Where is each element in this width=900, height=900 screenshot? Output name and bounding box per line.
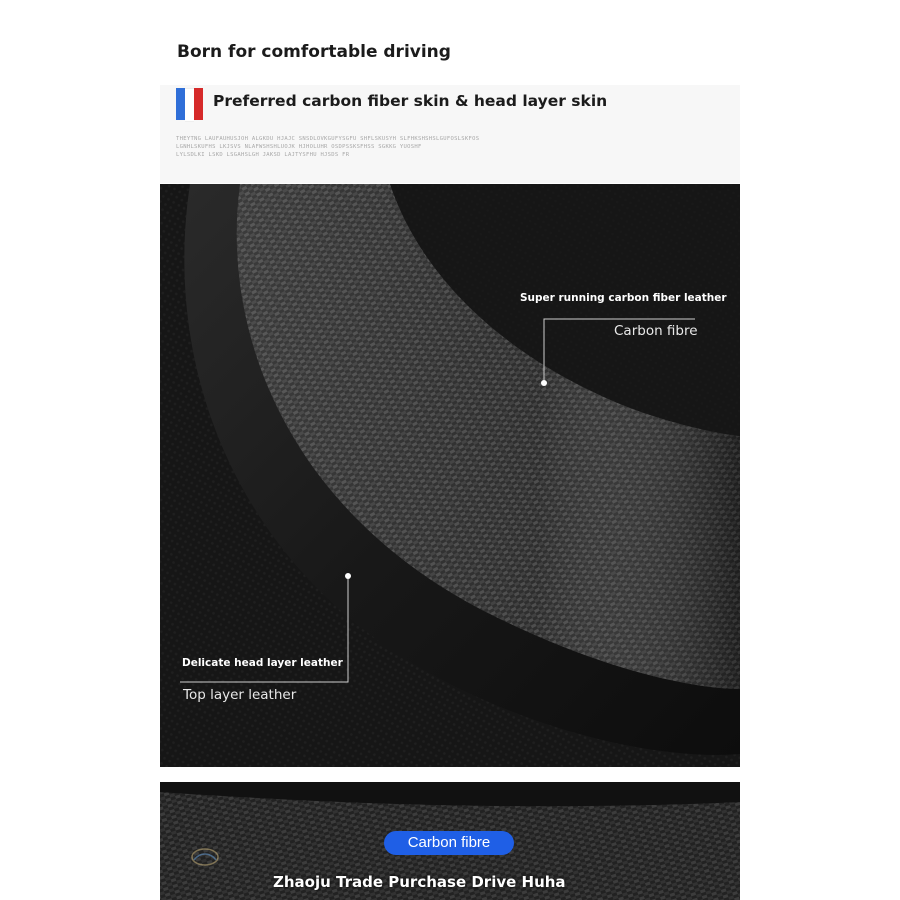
callout-top-label: Carbon fibre	[614, 323, 698, 339]
fine-print-line: LGNHLSKUFHS LKJSVS NLAFWSHSHLUOJK HJHOLUHR OSDPSSKSFHSS SGKKG YUOSHF	[176, 144, 422, 150]
fine-print-line: LYLSDLKI LSKD LSGAHSLGH JAKSD LAJTYSFHU HJSDS FR	[176, 152, 350, 158]
callout-bottom-label: Top layer leather	[183, 687, 297, 703]
steering-wheel-cover-photo	[160, 184, 740, 767]
callout-bottom-title: Delicate head layer leather	[182, 657, 343, 669]
flag-stripes-icon	[176, 88, 203, 120]
carbon-fibre-badge: Carbon fibre	[384, 831, 514, 855]
callout-top-dot	[541, 380, 547, 386]
section-headline: Born for comfortable driving	[177, 42, 451, 62]
callout-bottom-dot	[345, 573, 351, 579]
watermark-logo-icon	[190, 842, 220, 872]
callout-top-title: Super running carbon fiber leather	[520, 292, 727, 304]
fine-print	[176, 135, 506, 159]
fine-print-line: THEYTNG LAUFAUHUSJOH ALGKDU HJAJC SNSDLOVKGUFYSGFU SHFLSKUSYH SLFHKSHSHSLGUFOSLSKFOS	[176, 136, 480, 142]
shop-name-watermark: Zhaoju Trade Purchase Drive Huha	[273, 873, 566, 891]
section-subtitle: Preferred carbon fiber skin & head layer skin	[213, 92, 608, 110]
